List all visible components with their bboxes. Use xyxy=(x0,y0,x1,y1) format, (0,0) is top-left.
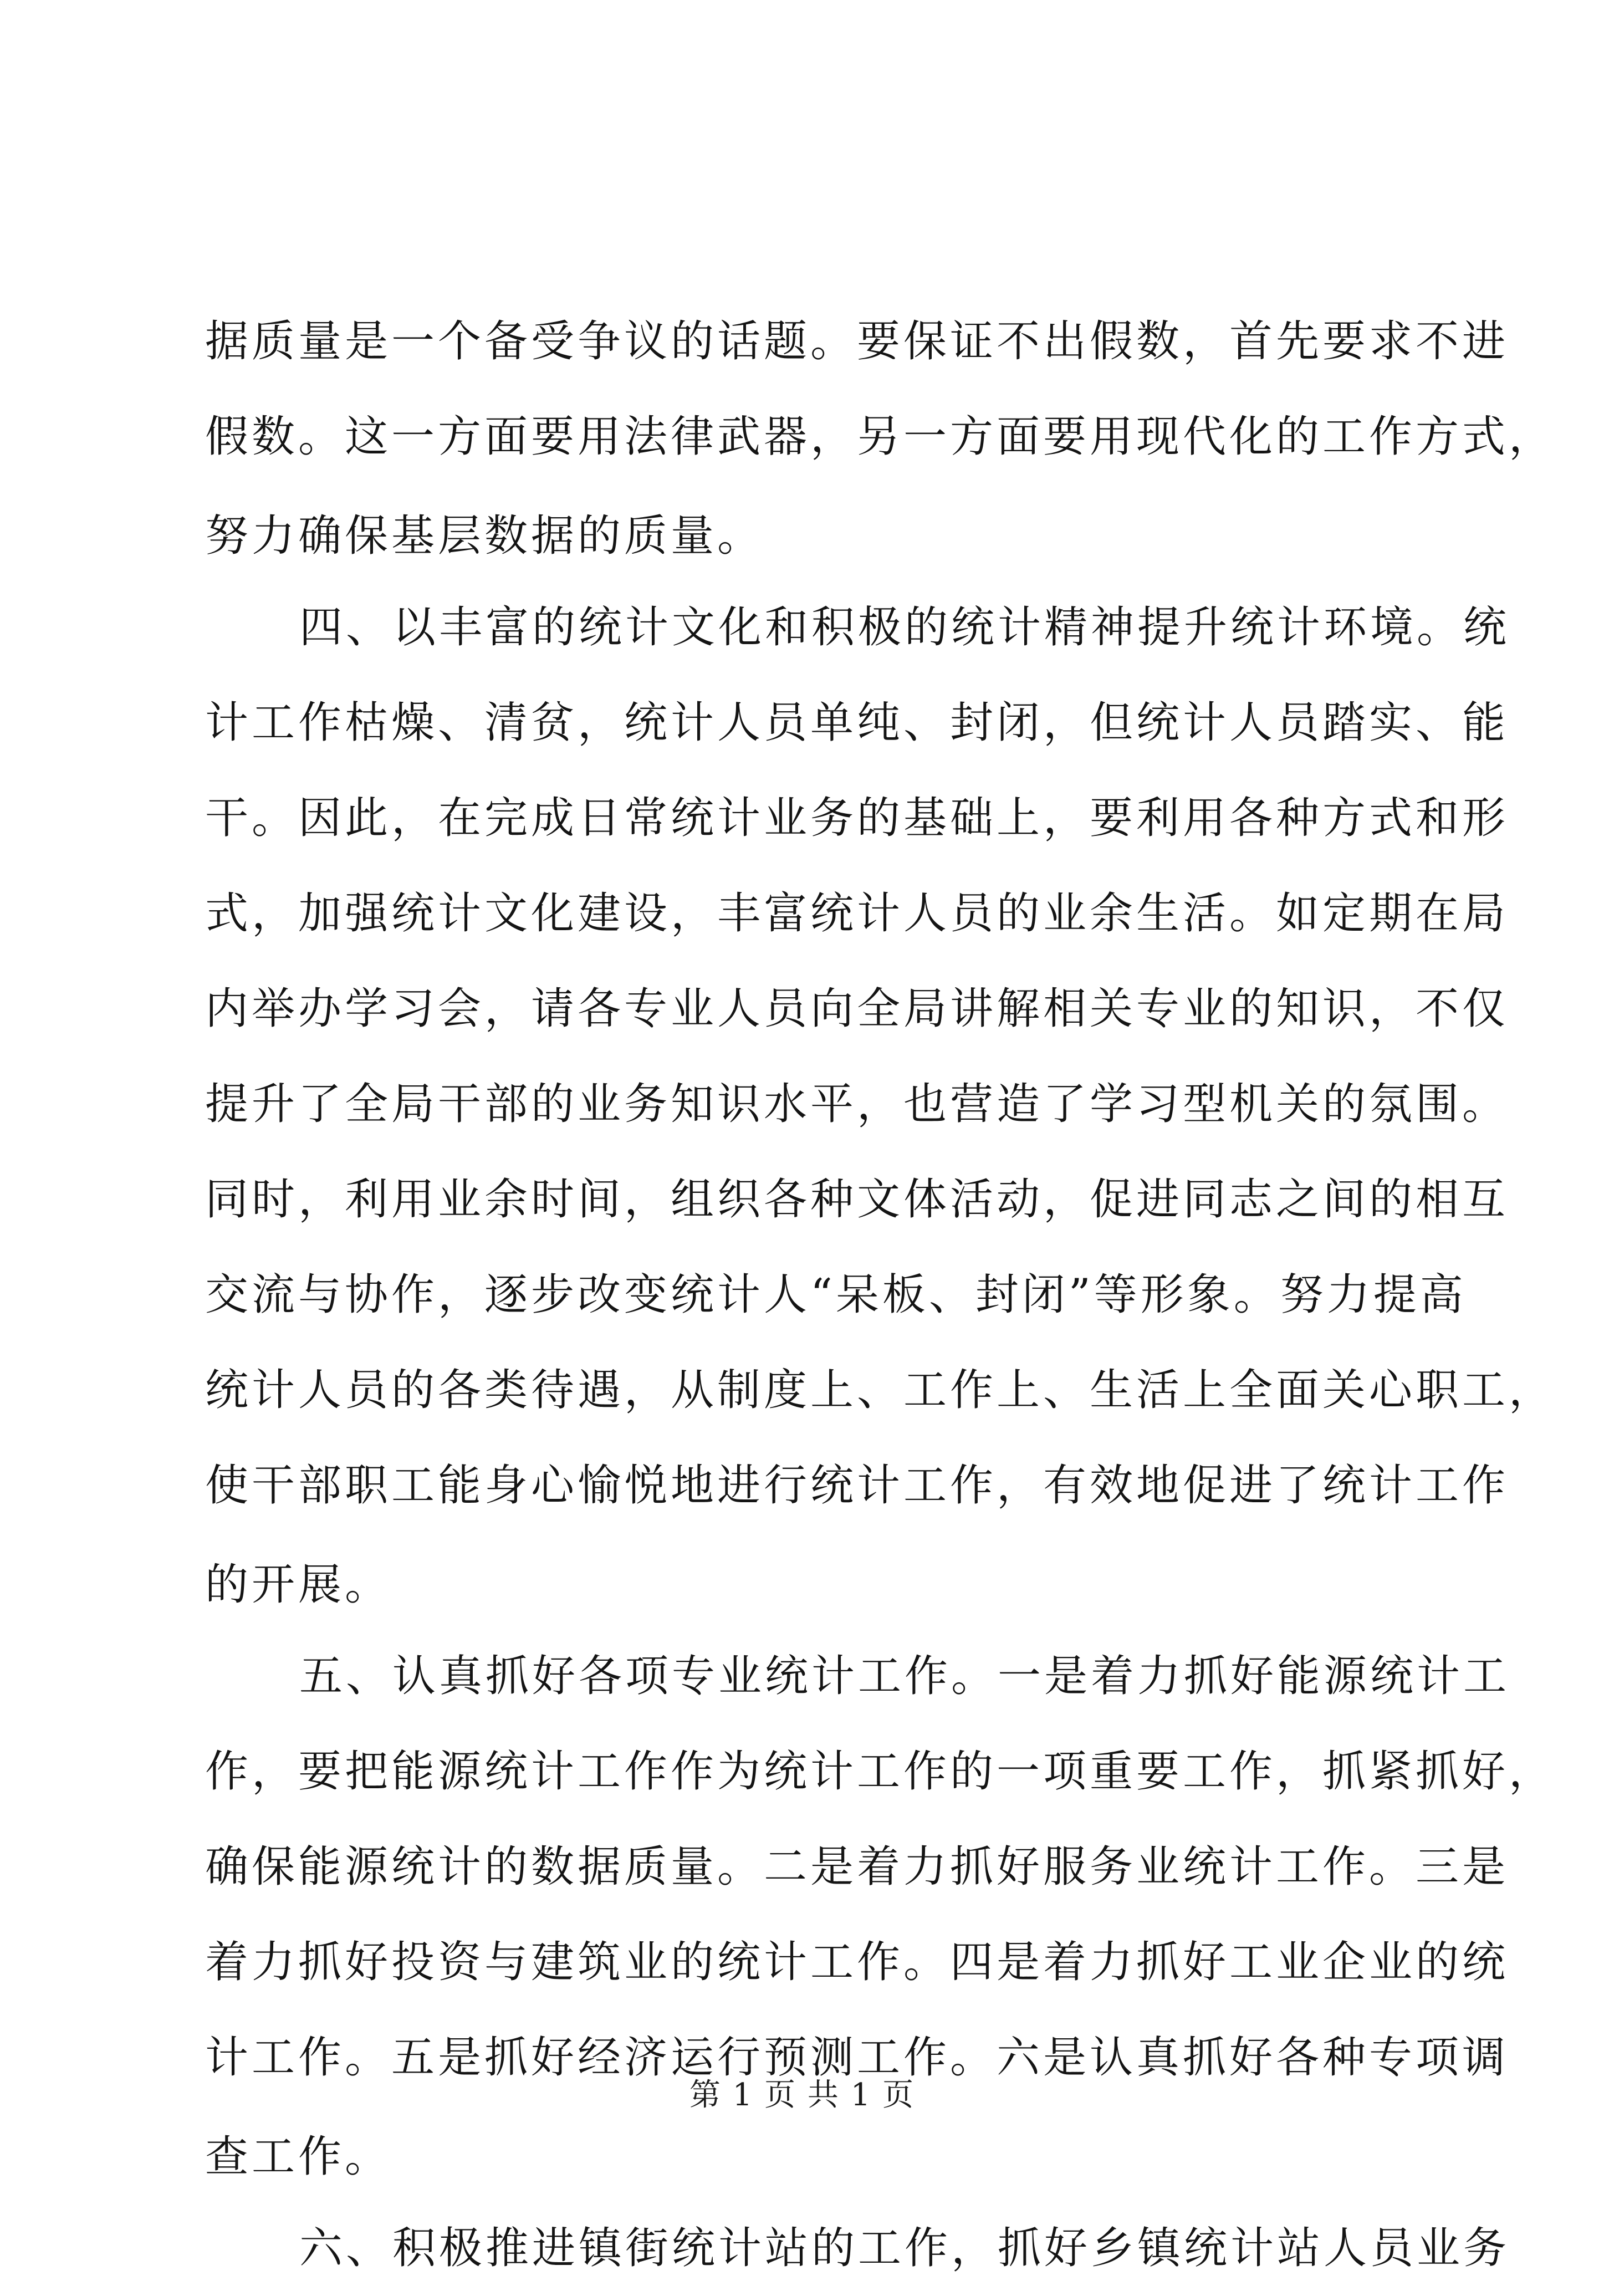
text-line: 内举办学习会，请各专业人员向全局讲解相关专业的知识，不仅 xyxy=(205,984,1509,1034)
text-line: 干。因此，在完成日常统计业务的基础上，要利用各种方式和形 xyxy=(205,793,1509,843)
text-line: 同时，利用业余时间，组织各种文体活动，促进同志之间的相互 xyxy=(205,1175,1509,1224)
text-line: 计工作枯燥、清贫，统计人员单纯、封闭，但统计人员踏实、能 xyxy=(205,698,1509,748)
text-line: 式，加强统计文化建设，丰富统计人员的业余生活。如定期在局 xyxy=(205,889,1509,938)
text-line: 的开展。 xyxy=(205,1560,392,1610)
text-line: 作，要把能源统计工作作为统计工作的一项重要工作，抓紧抓好， xyxy=(205,1747,1556,1797)
text-line: 着力抓好投资与建筑业的统计工作。四是着力抓好工业企业的统 xyxy=(205,1937,1509,1987)
text-line: 计工作。五是抓好经济运行预测工作。六是认真抓好各种专项调 xyxy=(205,2033,1509,2083)
paragraph-first-line: 五、认真抓好各项专业统计工作。一是着力抓好能源统计工 xyxy=(299,1651,1510,1701)
text-line: 交流与协作，逐步改变统计人“呆板、封闭”等形象。努力提高 xyxy=(205,1270,1467,1320)
text-line: 提升了全局干部的业务知识水平，也营造了学习型机关的氛围。 xyxy=(205,1079,1509,1129)
document-body xyxy=(205,294,1556,2296)
text-line: 使干部职工能身心愉悦地进行统计工作，有效地促进了统计工作 xyxy=(205,1461,1509,1511)
text-line: 查工作。 xyxy=(205,2132,392,2182)
paragraph-first-line: 四、以丰富的统计文化和积极的统计精神提升统计环境。统 xyxy=(299,603,1510,652)
text-line: 假数。这一方面要用法律武器，另一方面要用现代化的工作方式， xyxy=(205,412,1556,462)
page-footer: 第 1 页 共 1 页 xyxy=(689,2077,915,2113)
paragraph-first-line: 六、积极推进镇街统计站的工作，抓好乡镇统计站人员业务 xyxy=(299,2223,1510,2273)
text-line: 统计人员的各类待遇，从制度上、工作上、生活上全面关心职工， xyxy=(205,1365,1556,1415)
text-line: 据质量是一个备受争议的话题。要保证不出假数，首先要求不进 xyxy=(205,317,1509,366)
text-line: 努力确保基层数据的质量。 xyxy=(205,511,764,561)
text-line: 确保能源统计的数据质量。二是着力抓好服务业统计工作。三是 xyxy=(205,1842,1509,1892)
